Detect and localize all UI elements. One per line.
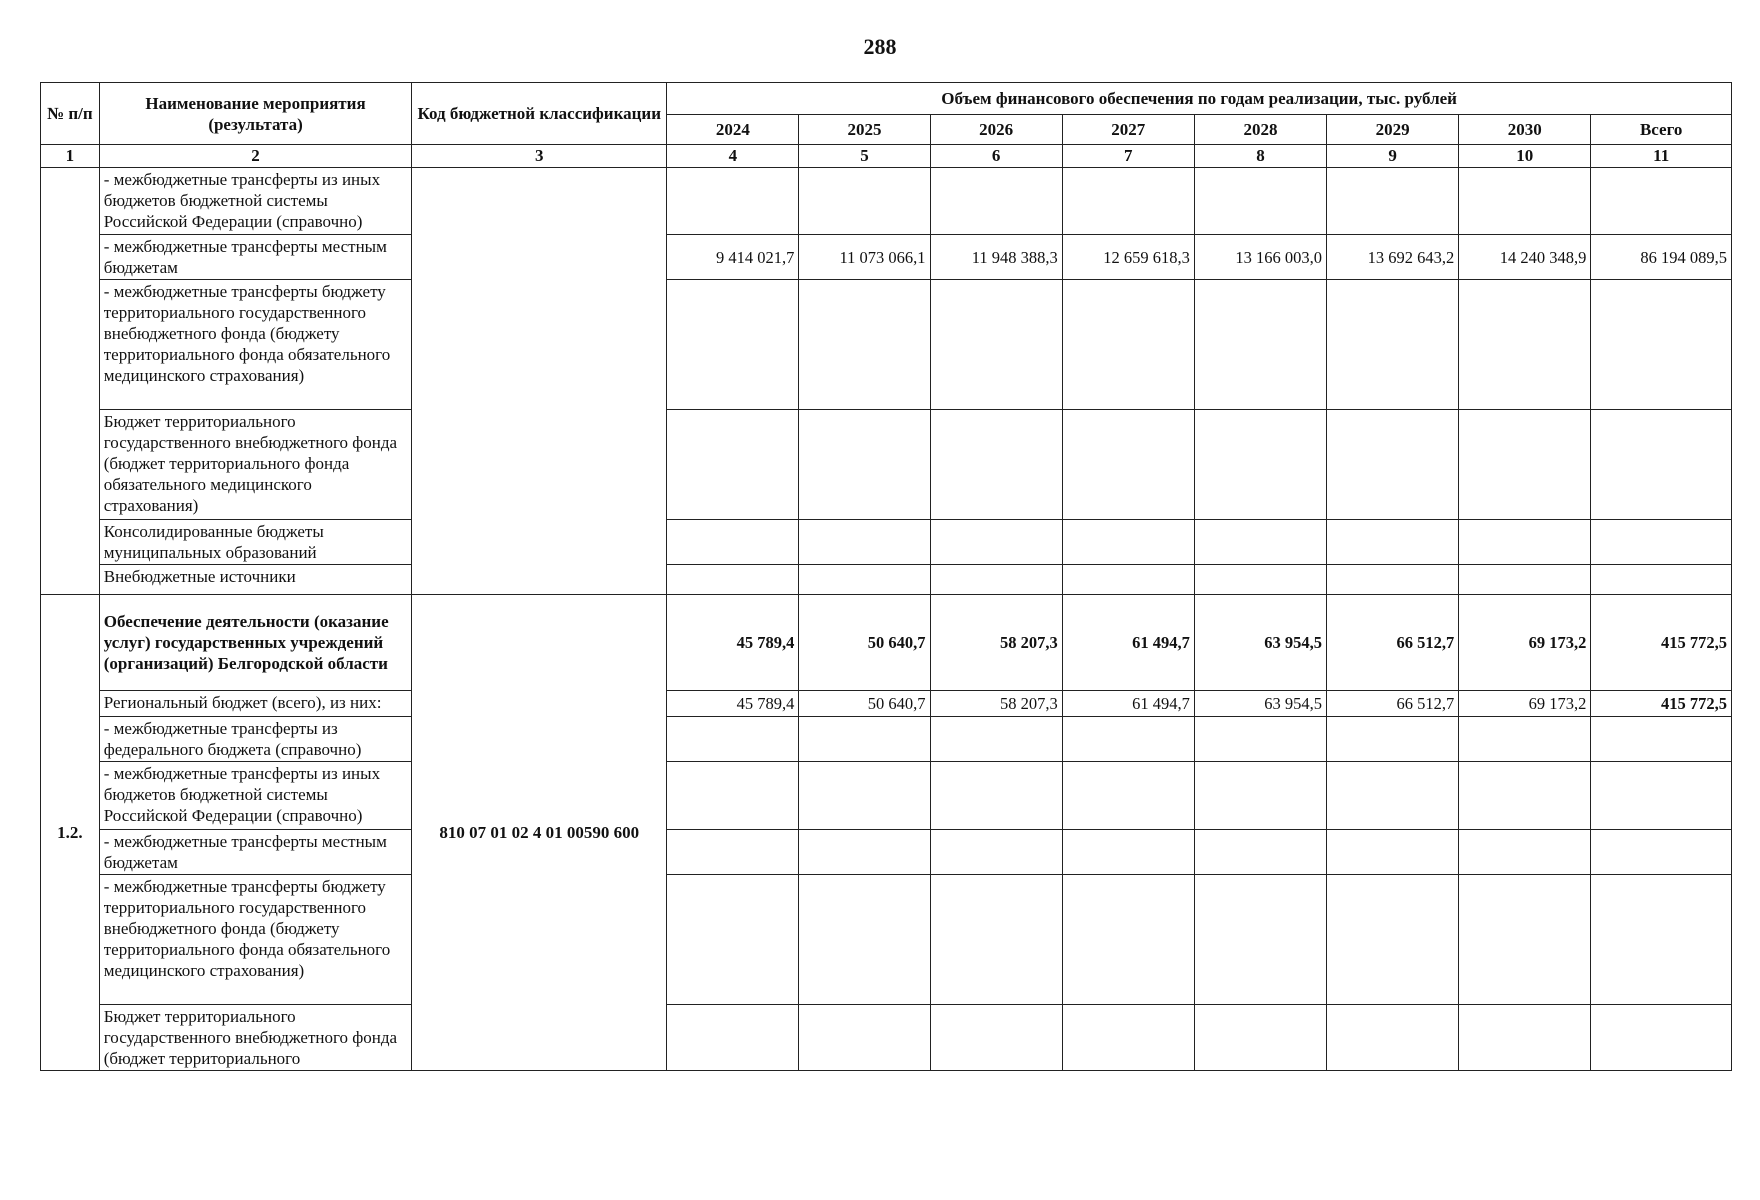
value-cell: 13 692 643,2 bbox=[1327, 235, 1459, 280]
value-cell bbox=[667, 830, 799, 875]
value-cell bbox=[930, 410, 1062, 520]
row-label: - межбюджетные трансферты из федерального бюджета (справочно) bbox=[99, 717, 412, 762]
value-cell bbox=[1062, 520, 1194, 565]
header-year: 2025 bbox=[799, 115, 930, 145]
value-cell bbox=[799, 168, 930, 235]
value-cell bbox=[799, 410, 930, 520]
value-cell bbox=[1062, 410, 1194, 520]
header-year: 2024 bbox=[667, 115, 799, 145]
value-cell: 415 772,5 bbox=[1591, 691, 1732, 717]
value-cell bbox=[1459, 520, 1591, 565]
value-cell bbox=[1459, 875, 1591, 1005]
value-cell bbox=[1062, 1005, 1194, 1071]
value-cell bbox=[1327, 1005, 1459, 1071]
value-cell bbox=[930, 168, 1062, 235]
table-header bbox=[41, 83, 1732, 168]
value-cell bbox=[1591, 875, 1732, 1005]
value-cell bbox=[1327, 762, 1459, 830]
column-number: 5 bbox=[799, 145, 930, 168]
value-cell bbox=[1591, 717, 1732, 762]
value-cell bbox=[1591, 762, 1732, 830]
value-cell bbox=[1459, 410, 1591, 520]
value-cell: 61 494,7 bbox=[1062, 595, 1194, 691]
header-year: 2030 bbox=[1459, 115, 1591, 145]
value-cell bbox=[667, 280, 799, 410]
value-cell bbox=[1194, 1005, 1326, 1071]
value-cell bbox=[799, 565, 930, 595]
header-year: 2029 bbox=[1327, 115, 1459, 145]
value-cell bbox=[1459, 168, 1591, 235]
column-number: 7 bbox=[1062, 145, 1194, 168]
page-number: 288 bbox=[863, 34, 897, 59]
budget-code-cell bbox=[412, 168, 667, 595]
value-cell: 61 494,7 bbox=[1062, 691, 1194, 717]
value-cell bbox=[1459, 1005, 1591, 1071]
value-cell bbox=[667, 565, 799, 595]
value-cell bbox=[1591, 168, 1732, 235]
budget-code-cell: 810 07 01 02 4 01 00590 600 bbox=[412, 595, 667, 1071]
value-cell: 58 207,3 bbox=[930, 691, 1062, 717]
value-cell bbox=[667, 168, 799, 235]
value-cell: 58 207,3 bbox=[930, 595, 1062, 691]
value-cell bbox=[930, 520, 1062, 565]
value-cell bbox=[1591, 280, 1732, 410]
table-row-title bbox=[41, 595, 1732, 691]
activity-title: Обеспечение деятельности (оказание услуг) государственных учреждений (организаций) Белгородской области bbox=[99, 595, 412, 691]
value-cell bbox=[799, 717, 930, 762]
value-cell: 63 954,5 bbox=[1194, 595, 1326, 691]
row-label: Бюджет территориального государственного внебюджетного фонда (бюджет территориального bbox=[99, 1005, 412, 1071]
value-cell bbox=[930, 280, 1062, 410]
table-row bbox=[41, 520, 1732, 565]
value-cell bbox=[1459, 762, 1591, 830]
row-label: Региональный бюджет (всего), из них: bbox=[99, 691, 412, 717]
value-cell bbox=[930, 565, 1062, 595]
table-row bbox=[41, 830, 1732, 875]
value-cell bbox=[799, 520, 930, 565]
value-cell bbox=[1194, 520, 1326, 565]
value-cell: 14 240 348,9 bbox=[1459, 235, 1591, 280]
value-cell: 69 173,2 bbox=[1459, 691, 1591, 717]
row-label: Внебюджетные источники bbox=[99, 565, 412, 595]
value-cell bbox=[667, 1005, 799, 1071]
value-cell bbox=[1591, 1005, 1732, 1071]
value-cell: 45 789,4 bbox=[667, 595, 799, 691]
header-name: Наименование мероприятия (результата) bbox=[99, 83, 412, 145]
budget-table bbox=[40, 82, 1732, 1071]
row-label: - межбюджетные трансферты местным бюджетам bbox=[99, 235, 412, 280]
value-cell: 66 512,7 bbox=[1327, 691, 1459, 717]
value-cell: 9 414 021,7 bbox=[667, 235, 799, 280]
value-cell bbox=[1194, 280, 1326, 410]
value-cell: 11 073 066,1 bbox=[799, 235, 930, 280]
value-cell bbox=[1062, 168, 1194, 235]
row-label: - межбюджетные трансферты местным бюджетам bbox=[99, 830, 412, 875]
value-cell bbox=[799, 280, 930, 410]
column-number: 3 bbox=[412, 145, 667, 168]
value-cell bbox=[667, 520, 799, 565]
value-cell bbox=[1459, 280, 1591, 410]
value-cell: 50 640,7 bbox=[799, 691, 930, 717]
value-cell bbox=[667, 762, 799, 830]
row-label: - межбюджетные трансферты из иных бюджетов бюджетной системы Российской Федерации (справочно) bbox=[99, 168, 412, 235]
table-row bbox=[41, 717, 1732, 762]
table-row bbox=[41, 1005, 1732, 1071]
value-cell bbox=[1327, 520, 1459, 565]
row-label: Консолидированные бюджеты муниципальных образований bbox=[99, 520, 412, 565]
value-cell: 11 948 388,3 bbox=[930, 235, 1062, 280]
value-cell bbox=[1327, 875, 1459, 1005]
value-cell bbox=[1062, 830, 1194, 875]
value-cell bbox=[1591, 410, 1732, 520]
value-cell bbox=[1062, 875, 1194, 1005]
value-cell bbox=[1327, 410, 1459, 520]
value-cell: 13 166 003,0 bbox=[1194, 235, 1326, 280]
value-cell bbox=[1327, 565, 1459, 595]
column-number: 2 bbox=[99, 145, 412, 168]
value-cell bbox=[1062, 565, 1194, 595]
table-row bbox=[41, 875, 1732, 1005]
table-row bbox=[41, 235, 1732, 280]
value-cell bbox=[1459, 565, 1591, 595]
header-total: Всего bbox=[1591, 115, 1732, 145]
row-label: - межбюджетные трансферты бюджету территориального государственного внебюджетного фонда (бюджету территориального фонда обязательного медицинского страхования) bbox=[99, 280, 412, 410]
table-row bbox=[41, 565, 1732, 595]
value-cell bbox=[799, 1005, 930, 1071]
column-number: 1 bbox=[41, 145, 100, 168]
value-cell bbox=[799, 762, 930, 830]
value-cell bbox=[1194, 875, 1326, 1005]
value-cell bbox=[1062, 762, 1194, 830]
value-cell bbox=[667, 410, 799, 520]
row-label: - межбюджетные трансферты бюджету территориального государственного внебюджетного фонда (бюджету территориального фонда обязательного медицинского страхования) bbox=[99, 875, 412, 1005]
value-cell bbox=[1194, 762, 1326, 830]
value-cell bbox=[930, 717, 1062, 762]
value-cell bbox=[1327, 717, 1459, 762]
value-cell: 63 954,5 bbox=[1194, 691, 1326, 717]
row-label: Бюджет территориального государственного внебюджетного фонда (бюджет территориального фонда обязательного медицинского страхования) bbox=[99, 410, 412, 520]
value-cell: 50 640,7 bbox=[799, 595, 930, 691]
row-label: - межбюджетные трансферты из иных бюджетов бюджетной системы Российской Федерации (справочно) bbox=[99, 762, 412, 830]
value-cell bbox=[667, 875, 799, 1005]
value-cell bbox=[1062, 717, 1194, 762]
header-code: Код бюджетной классификации bbox=[412, 83, 667, 145]
value-cell bbox=[667, 717, 799, 762]
table-body bbox=[41, 168, 1732, 1071]
value-cell: 69 173,2 bbox=[1459, 595, 1591, 691]
value-cell bbox=[1194, 565, 1326, 595]
column-numbers-row bbox=[41, 145, 1732, 168]
value-cell bbox=[1327, 168, 1459, 235]
value-cell bbox=[1591, 565, 1732, 595]
table-row bbox=[41, 280, 1732, 410]
value-cell: 86 194 089,5 bbox=[1591, 235, 1732, 280]
value-cell bbox=[1327, 280, 1459, 410]
column-number: 9 bbox=[1327, 145, 1459, 168]
header-year: 2028 bbox=[1194, 115, 1326, 145]
value-cell bbox=[1194, 168, 1326, 235]
value-cell bbox=[1459, 830, 1591, 875]
value-cell bbox=[1194, 830, 1326, 875]
value-cell bbox=[1591, 520, 1732, 565]
table-row bbox=[41, 691, 1732, 717]
header-year: 2027 bbox=[1062, 115, 1194, 145]
row-index-cell bbox=[41, 168, 100, 595]
table-row bbox=[41, 762, 1732, 830]
value-cell bbox=[930, 875, 1062, 1005]
value-cell bbox=[1194, 717, 1326, 762]
value-cell: 415 772,5 bbox=[1591, 595, 1732, 691]
value-cell: 12 659 618,3 bbox=[1062, 235, 1194, 280]
table-row bbox=[41, 168, 1732, 235]
row-index-cell: 1.2. bbox=[41, 595, 100, 1071]
header-volume: Объем финансового обеспечения по годам реализации, тыс. рублей bbox=[667, 83, 1732, 115]
column-number: 8 bbox=[1194, 145, 1326, 168]
value-cell bbox=[930, 1005, 1062, 1071]
value-cell bbox=[1194, 410, 1326, 520]
value-cell bbox=[1591, 830, 1732, 875]
column-number: 10 bbox=[1459, 145, 1591, 168]
value-cell bbox=[1459, 717, 1591, 762]
table-row bbox=[41, 410, 1732, 520]
header-number: № п/п bbox=[41, 83, 100, 145]
value-cell bbox=[1062, 280, 1194, 410]
value-cell bbox=[799, 830, 930, 875]
value-cell bbox=[799, 875, 930, 1005]
value-cell bbox=[930, 830, 1062, 875]
value-cell bbox=[1327, 830, 1459, 875]
column-number: 6 bbox=[930, 145, 1062, 168]
value-cell: 66 512,7 bbox=[1327, 595, 1459, 691]
value-cell: 45 789,4 bbox=[667, 691, 799, 717]
column-number: 4 bbox=[667, 145, 799, 168]
column-number: 11 bbox=[1591, 145, 1732, 168]
header-year: 2026 bbox=[930, 115, 1062, 145]
value-cell bbox=[930, 762, 1062, 830]
